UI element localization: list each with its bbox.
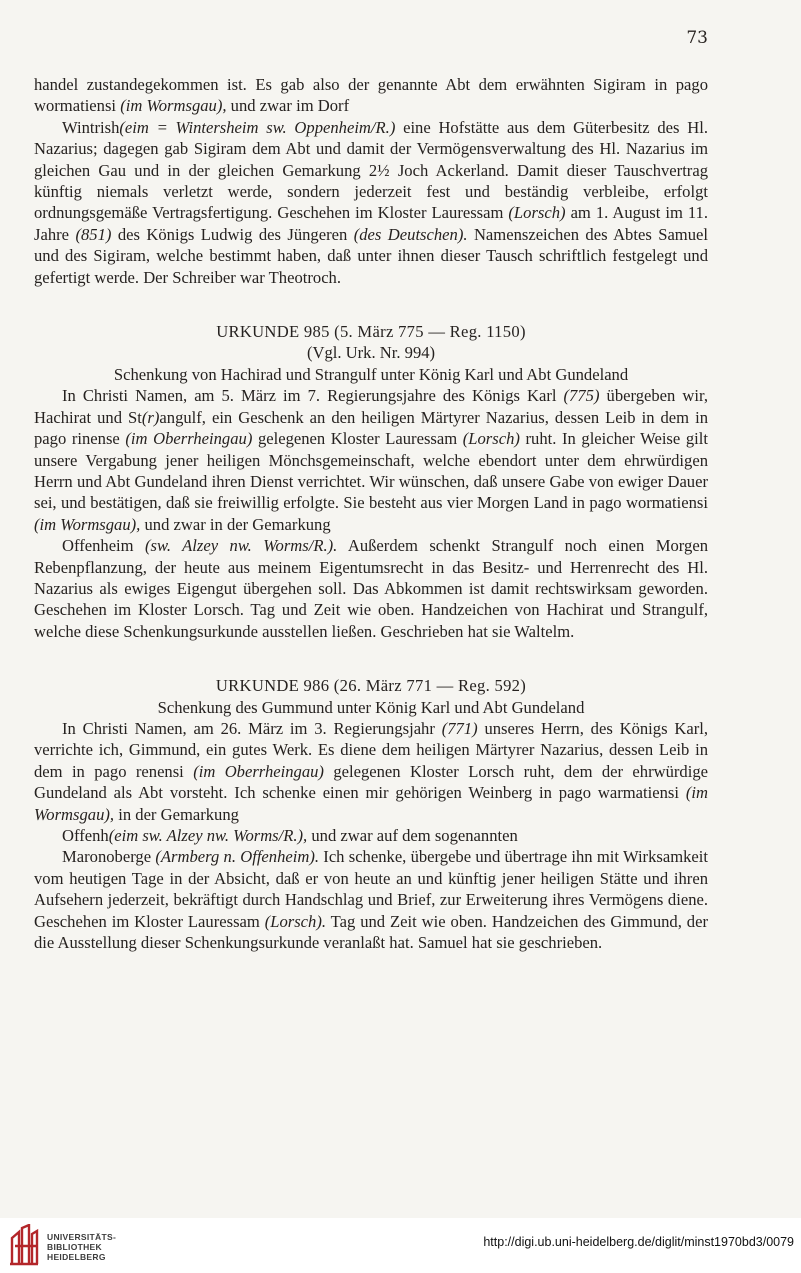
permalink-url-link[interactable]: http://digi.ub.uni-heidelberg.de/diglit/minst1970bd3/0079 (483, 1235, 794, 1249)
urkunde-986-heading: Schenkung des Gummund unter König Karl und Abt Gundeland (157, 697, 585, 717)
urkunde-985-paragraph-1: In Christi Namen, am 5. März im 7. Regierungsjahre des Königs Karl (775) übergeben wir, Hachirat und St(r)angulf, ein Geschenk an den heiligen Märtyrer Nazarius, dessen Leib in dem in pago rinense (im Oberrheingau) gelegenen Kloster Lauressam (Lorsch) ruht. In gleicher Weise gilt unsere Vergabung jener heiligen Mönchsgemeinschaft, welche ebendort unter dem ehrwürdigen Herrn und Abt Gundeland ihren Dienst verrichtet. Wir wünschen, daß unsere Gabe von ewiger Dauer sei, und bestätigen, daß sie freiwillig erfolgte. Sie besteht aus vier Morgen Land in pago wormatiensi (im Wormsgau), und zwar in der Gemarkung (34, 386, 708, 534)
urkunde-985-paragraph-2: Offenheim (sw. Alzey nw. Worms/R.). Außerdem schenkt Strangulf noch einen Morgen Rebenpflanzung, der heute aus meinem Eigentumsrecht in das Besitz- und Herrenrecht des Hl. Nazarius als ewiges Eigengut übergehen soll. Das Abkommen ist damit rechtswirksam geworden. Geschehen im Kloster Lorsch. Tag und Zeit wie oben. Handzeichen von Hachirat und Strangulf, welche diese Schenkungsurkunde ausstellen ließen. Geschrieben hat sie Waltelm. (34, 536, 708, 641)
intro-paragraph-2: Wintrish(eim = Wintersheim sw. Oppenheim/R.) eine Hofstätte aus dem Güterbesitz des Hl. Nazarius; dagegen gab Sigiram dem Abt und damit der Vermögensverwaltung des Hl. Nazarius im gleichen Gau und in der gleichen Gemarkung 2½ Joch Ackerland. Damit dieser Tauschvertrag künftig niemals verletzt werde, sondern jederzeit fest und beständig verbleibe, erfolgt ordnungsgemäße Vertragsfertigung. Geschehen im Kloster Lauressam (Lorsch) am 1. August im 11. Jahre (851) des Königs Ludwig des Jüngeren (des Deutschen). Namenszeichen des Abtes Samuel und des Sigiram, welche bestimmt haben, daß unter ihnen dieser Tausch schriftlich festgelegt und gefertigt werde. Der Schreiber war Theotroch. (34, 117, 708, 287)
library-name: UNIVERSITÄTS- BIBLIOTHEK HEIDELBERG (47, 1232, 117, 1262)
digitization-footer (0, 1218, 801, 1273)
university-library-logo-icon (9, 1224, 39, 1266)
urkunde-985-heading: Schenkung von Hachirad und Strangulf unter König Karl und Abt Gundeland (113, 364, 629, 384)
urkunde-985-reference: (Vgl. Urk. Nr. 994) (306, 343, 436, 363)
urkunde-986-paragraph-2: Offenh(eim sw. Alzey nw. Worms/R.), und zwar auf dem sogenannten (62, 826, 518, 845)
intro-paragraph-1: handel zustandegekommen ist. Es gab also der genannte Abt dem erwähnten Sigiram in pago wormatiensi (im Wormsgau), und zwar im Dorf (34, 75, 708, 116)
document-body (34, 74, 708, 953)
page-number: 73 (686, 28, 708, 48)
urkunde-986-paragraph-3: Maronoberge (Armberg n. Offenheim). Ich schenke, übergebe und übertrage ihn mit Wirksamkeit vom heutigen Tage in der Absicht, daß er von heute an und künftig jener heiligen Stätte und ihren Aufsehern jederzeit, bekräftigt durch Handschlag und Brief, zur Erweiterung ihres Vermögens diene. Geschehen im Kloster Lauressam (Lorsch). Tag und Zeit wie oben. Handzeichen des Gimmund, der die Ausstellung dieser Schenkungsurkunde veranlaßt hat. Samuel hat sie geschrieben. (34, 847, 708, 953)
urkunde-986-title: URKUNDE 986 (26. März 771 — Reg. 592) (215, 676, 527, 696)
urkunde-986-paragraph-1: In Christi Namen, am 26. März im 3. Regierungsjahr (771) unseres Herrn, des Königs Karl, verrichte ich, Gimmund, ein gutes Werk. Es diene dem heiligen Märtyrer Nazarius, dessen Leib in dem in pago renensi (im Oberrheingau) gelegenen Kloster Lorsch ruht, dem der ehrwürdige Gundeland als Abt vorsteht. Ich schenke einen mir gehörigen Weinberg in pago warmatiensi (im Wormsgau), in der Gemarkung (34, 718, 708, 824)
urkunde-985-title: URKUNDE 985 (5. März 775 — Reg. 1150) (216, 322, 526, 342)
